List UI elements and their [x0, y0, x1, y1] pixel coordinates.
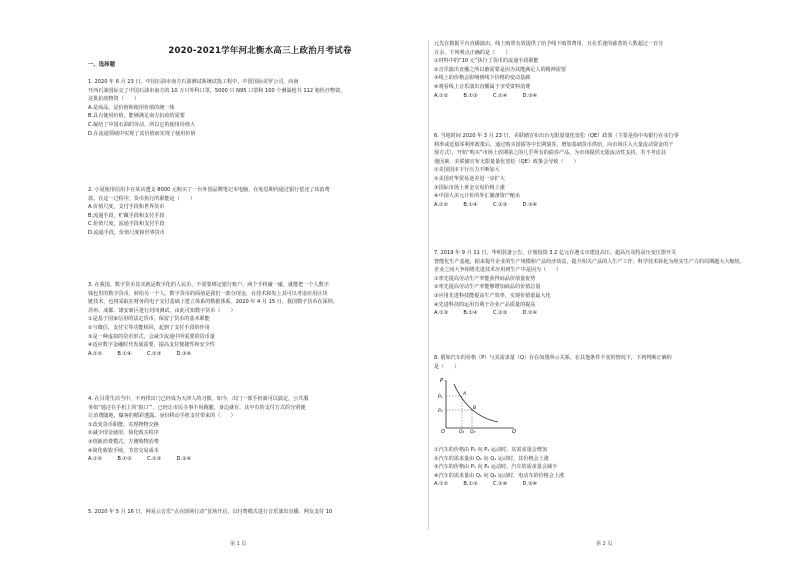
- question-line: 智能化生产基地，据来提升企业的生产规模和产品经济效益，提升相关产品的人生产工作。科学技术转化为现实生产力的周期越大大缩短。: [434, 258, 745, 265]
- question-line: ④适应数字金融时代发展需要，提高支付便捷性和安全性: [88, 342, 215, 349]
- q1-label: Q₁: [459, 430, 465, 434]
- question-line: A.价值尺度，支付手段和世界货币: [88, 204, 165, 211]
- question-line: D.在流通领域中实现了其价值而实现了使用价值: [88, 130, 196, 137]
- question-line: B.具有使用价值，能够满足南方抗疫的需要: [88, 113, 185, 120]
- question-block: [88, 78, 422, 138]
- question-line: 万余，下列观点正确的是（ ）: [434, 49, 511, 56]
- question-line: 开西石油国际交了中国石油市南方的 10 万只外科口罩，5000 只 N95 口罩和 100 个测温枪共 112 箱医疗物资，: [88, 87, 346, 94]
- question-line: ①率先提高劳动生产率能获得商品价值量优势: [434, 275, 536, 282]
- origin-label: O: [441, 429, 445, 434]
- question-line: 预方式），开始“购买”市场上放期第之的几乎所有的债券产品，为市场提供无限流动性支持。若不考虑其: [434, 150, 666, 157]
- point-b-label: B: [473, 406, 477, 411]
- question-line: ④观看线上音乐演出直播属于享受资料消费: [434, 83, 531, 90]
- question-block: [88, 281, 422, 358]
- question-block: [434, 40, 770, 100]
- question-block: [88, 186, 422, 238]
- p2-label: P₂: [438, 409, 443, 414]
- question-line: ②汽车的需求量由 Q₂ 向 Q₁ 运动时，其价格会上涨: [434, 455, 549, 462]
- page-number-right: 第 2 页: [596, 541, 613, 547]
- question-line: ①汽车的价格由 P₂ 向 P₁ 运动时，其需求量会增加: [434, 447, 547, 453]
- question-block: [434, 446, 770, 489]
- question-line: A.①② B.①③ C.②③ D.②④: [88, 456, 192, 463]
- question-line: 企业之间大争相将先进技术应用到生产中是因为（ ）: [434, 267, 562, 274]
- question-line: 苏州、成都、雄安新区进行封闭测试。由此可知数字货币（ ）: [88, 307, 236, 314]
- question-line: ②率先提高劳动生产率能够增加商品的价值总量: [434, 284, 541, 291]
- section-heading: 一、选择题: [88, 62, 115, 68]
- question-line: ③线上的价格会影响到线下价格的变动基础: [434, 75, 531, 82]
- question-line: D.流通手段，价值尺度和世界货币: [88, 229, 165, 236]
- question-line: 这批抗疫物资（ ）: [88, 96, 139, 103]
- question-line: 3. 在我国，数字货币其实就是数字化的人民币，不需要绑定银行账户，两个手机碰一碰，就能把一个人数字: [88, 282, 329, 288]
- q2-label: Q₂: [470, 430, 476, 434]
- question-line: 款。在这一过程中，货币执行的职能是（ ）: [88, 195, 195, 202]
- question-line: A.①② B.①③ C.②④ D.③④: [434, 481, 538, 488]
- question-line: ④汽车的需求量由 Q₁ 向 Q₂ 运动时，电动车的价格会上涨: [434, 472, 565, 479]
- question-line: ①是基于国家信用的法定货币，保留了货币的基本职能: [88, 316, 210, 323]
- question-line: ④简化收银手续，节省交易成本: [88, 447, 159, 454]
- question-line: 7. 2019 年 9 月 11 日，华明装备公告，计划投资 3.2 亿元在遵义市建设高压、超高压及特高压变压器开关: [434, 250, 677, 256]
- question-line: 利率或近似零利率政策后，通过购买国债等中长期债券，增加基础货币供给，向市场注入大量流动资金的干: [434, 141, 674, 148]
- question-line: 6. 当地时间 2020 年 3 月 23 日，美联储宣布出台无限量量化宽松（QE）政策（主要是指中央银行在实行零: [434, 133, 679, 139]
- question-line: 4. 在目常生活当中，不再找出门已经成为天津人的习惯。如今，出门一部手机就可以搞定，公共服: [88, 396, 309, 402]
- question-line: A.①② B.①④ C.②③ D.③④: [434, 201, 538, 208]
- question-line: ①改变货币职能，实现物物交换: [88, 421, 159, 428]
- question-line: ③是一种虚拟的货币形式，会减少流通中所需要的货币量: [88, 333, 215, 340]
- question-line: ②音乐演出直播之所以被需要是因为其能满足人的精神需要: [434, 66, 566, 73]
- question-line: A.①③ B.①④ C.②③ D.②④: [434, 310, 538, 317]
- p1-label: P₁: [438, 395, 443, 400]
- question-line: A.①② B.①③ C.②④ D.③④: [434, 92, 538, 99]
- demand-curve: [454, 384, 498, 422]
- question-line: ①美国国市下行压力不断加大: [434, 167, 500, 174]
- question-line: ④先进科技的运用有利于企业产品质量的提高: [434, 301, 536, 308]
- question-block: [434, 249, 770, 318]
- question-line: 2. 小夏使用信用卡在某店透支 8000 元购买了一台外国品牌笔记本电脑，在免息期内通过银行偿还了该消费: [88, 187, 330, 193]
- question-line: ①材料中的“10 元”执行了货币的流通手段职能: [434, 58, 539, 65]
- question-line: 是（ ）: [434, 363, 460, 370]
- question-block: [88, 395, 422, 464]
- question-line: 5. 2020 年 5 月 16 日，网易云音乐“点亮现场行动”首场开启，以付费模式进行音乐演出直播。网友支付 10: [88, 509, 333, 515]
- question-line: 钱包里的数字货币，转给另一个人。数字货币的面值是我们一部分现金，在技术和发上其可以考虑应用区块: [88, 290, 328, 297]
- question-line: 链技术，也将采取在财务的电子支付基础上建立体系的数据体系。2020 年 4 月 15 日，我国数字货币在深圳、: [88, 299, 338, 306]
- p-axis-label: P: [440, 378, 444, 384]
- question-line: ④中国大美元计价的外汇储备资产缩水: [434, 193, 521, 200]
- question-line: 务如“通过在手机上的‘窗口’”，已经让市民办事不用跑腿，身边就有。其中有的支付方式的分别便: [88, 404, 306, 411]
- question-line: ②减少现金使用，简化购买程序: [88, 430, 159, 437]
- question-line: B.流通手段，贮藏手段和支付手段: [88, 212, 165, 219]
- question-block: [88, 508, 422, 517]
- demand-curve-graph: [438, 376, 518, 434]
- question-line: ③汽车的价格由 P₁ 向 P₂ 运动时，汽车的需求量会减少: [434, 464, 558, 471]
- question-block: [434, 132, 770, 209]
- question-line: 8. 假如汽车的价格（P）与其需求量（Q）存在如图所示关系。在其他条件不变的情况下，下列判断正确的: [434, 355, 672, 361]
- question-line: C.凝结了中国石油的劳动，所以它的使用价值大: [88, 121, 196, 128]
- question-line: 让消费随地，爆客的精彩透露。身份移动手机支付带来的（ ）: [88, 413, 236, 420]
- q-axis-label: Q: [512, 429, 516, 434]
- question-line: ③国际市场上黄金交易价格上涨: [434, 184, 505, 191]
- question-line: ②与微信、支付宝等功能相同，起到了支付手段的作用: [88, 324, 210, 331]
- question-block: [434, 354, 770, 371]
- exam-title: 2020-2021学年河北衡水高三上政治月考试卷: [168, 46, 352, 56]
- question-line: ②美国对华贸易逆差进一步扩大: [434, 175, 505, 182]
- question-line: ③创新消费模式，方便购物消费: [88, 438, 159, 445]
- question-line: 他因素，美联储宣布无限量量化宽松（QE）政策会导致（ ）: [434, 158, 579, 165]
- point-a-label: A: [463, 392, 467, 397]
- question-line: ③应用先进科技能提高生产效率，实现价值量最大化: [434, 292, 551, 299]
- question-line: A.①② B.①④ C.②③ D.③④: [88, 350, 192, 357]
- question-line: 1. 2020 年 6 月 23 日，中国石油市南方石油测试系统试投工程中，中国国际美罗公司，向南: [88, 79, 299, 85]
- question-line: 元先在数据平台直播演出，线上购票有效提供了给予线下购票费用，且在乐迷的慈善的人数超过一百分: [434, 41, 664, 47]
- question-line: C.价值尺度，流通手段和支付手段: [88, 221, 165, 228]
- column-divider: [428, 40, 429, 530]
- question-line: A.是商品，是价值和使用价值的统一体: [88, 104, 175, 111]
- page-number-left: 第 1 页: [230, 541, 247, 547]
